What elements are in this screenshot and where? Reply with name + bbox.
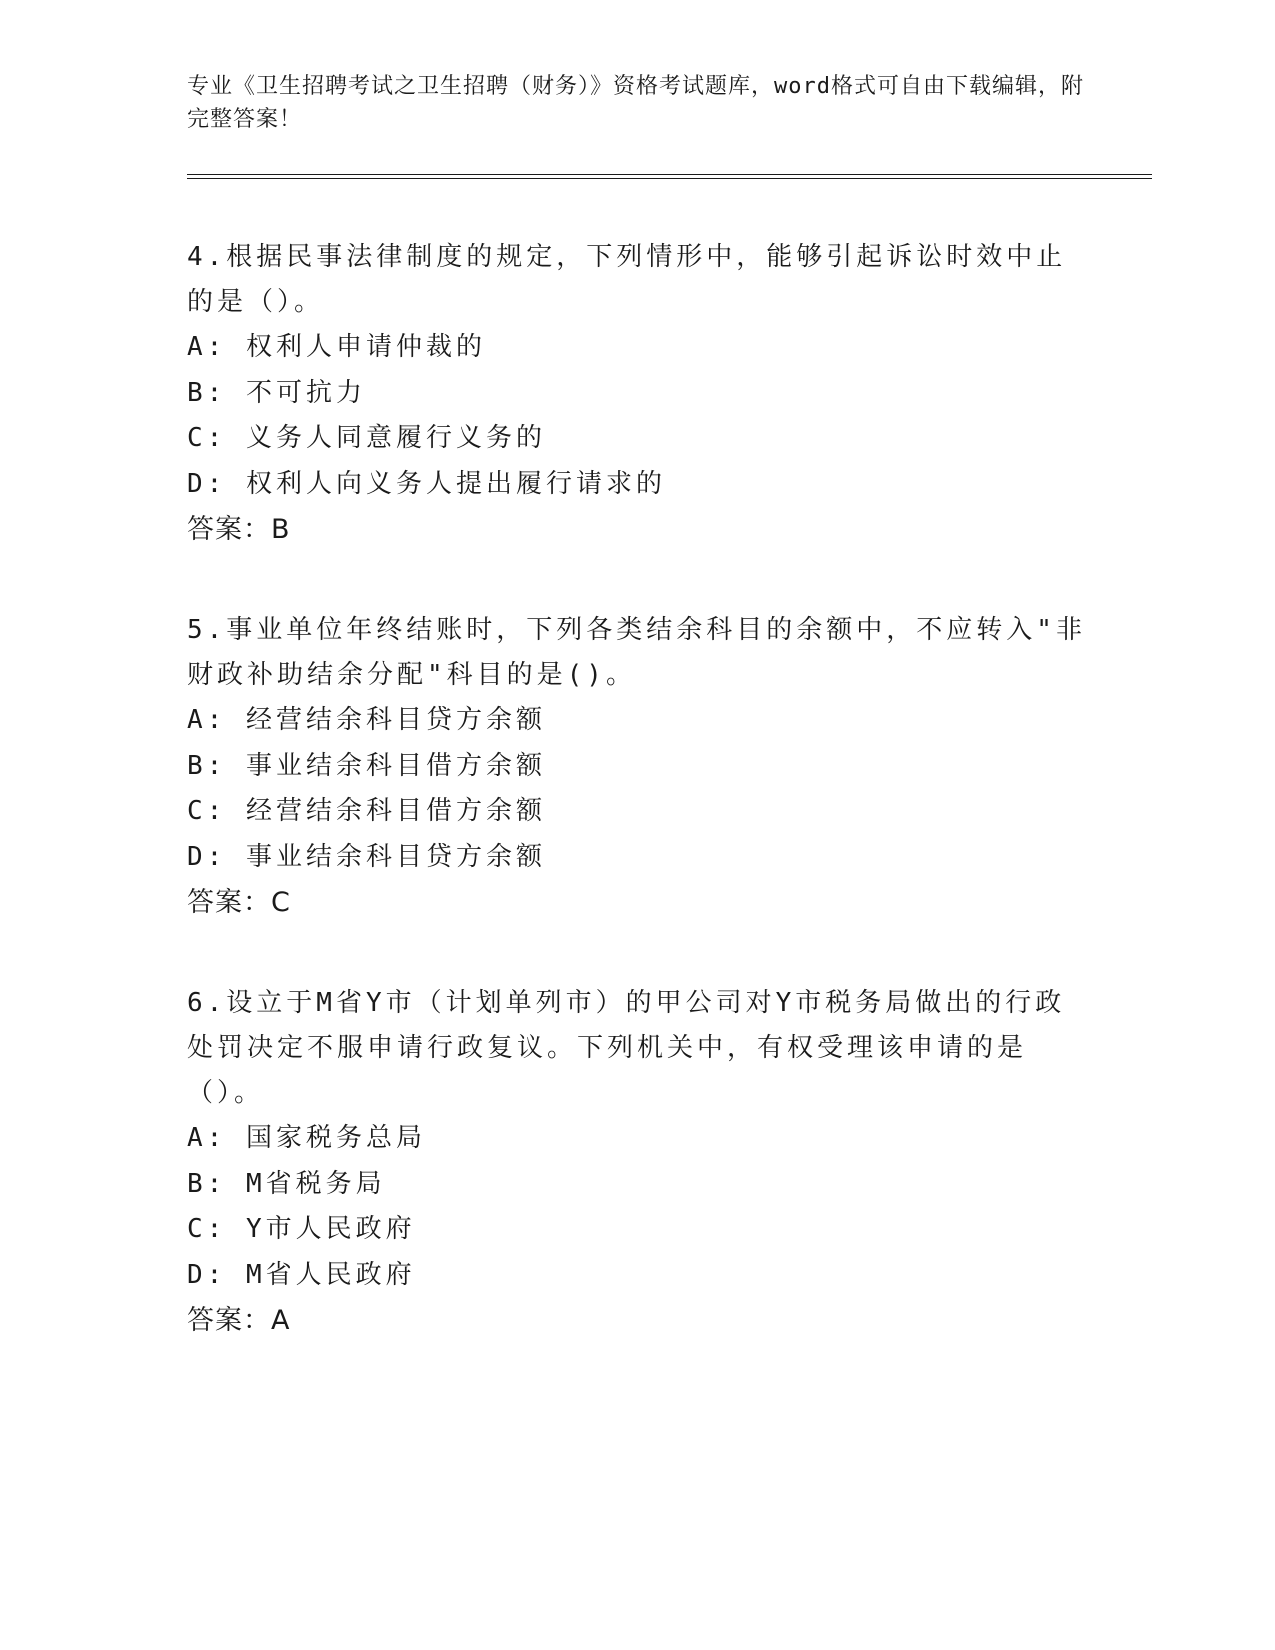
answer-value: A <box>271 1305 291 1336</box>
question-option-a: A: 权利人申请仲裁的 <box>187 332 486 362</box>
question-answer <box>187 880 1152 925</box>
question-stem: 6.设立于M省Y市（计划单列市）的甲公司对Y市税务局做出的行政处罚决定不服申请行政复议。下列机关中，有权受理该申请的是（）。 <box>187 988 1066 1108</box>
question-option-c: C: 义务人同意履行义务的 <box>187 423 546 453</box>
header-double-rule <box>187 174 1152 179</box>
document-header-text: 专业《卫生招聘考试之卫生招聘（财务）》资格考试题库，word格式可自由下载编辑，附完整答案！ <box>187 74 1084 132</box>
question-option-b: B: 不可抗力 <box>187 377 366 408</box>
document-page <box>187 70 1152 1343</box>
question-option-c: C: Y市人民政府 <box>187 1214 416 1244</box>
answer-label: 答案： <box>187 1305 271 1336</box>
question-answer <box>187 1298 1152 1343</box>
question-6 <box>187 981 1152 1343</box>
answer-label: 答案： <box>187 887 271 918</box>
question-answer <box>187 507 1152 552</box>
question-stem: 5.事业单位年终结账时，下列各类结余科目的余额中，不应转入"非财政补助结余分配"科目的是()。 <box>187 615 1086 690</box>
answer-value: B <box>271 514 291 545</box>
question-option-c: C: 经营结余科目借方余额 <box>187 796 546 826</box>
question-option-a: A: 经营结余科目贷方余额 <box>187 705 546 735</box>
header-rule-bottom <box>187 178 1152 179</box>
question-stem: 4.根据民事法律制度的规定，下列情形中，能够引起诉讼时效中止的是（）。 <box>187 242 1067 317</box>
header-rule-top <box>187 174 1152 175</box>
question-option-d: D: 权利人向义务人提出履行请求的 <box>187 468 666 499</box>
question-option-b: B: M省税务局 <box>187 1168 386 1199</box>
answer-label: 答案： <box>187 514 271 545</box>
question-4 <box>187 235 1152 552</box>
question-option-b: B: 事业结余科目借方余额 <box>187 750 546 781</box>
question-option-a: A: 国家税务总局 <box>187 1123 426 1153</box>
answer-value: C <box>271 887 291 918</box>
question-option-d: D: 事业结余科目贷方余额 <box>187 841 546 872</box>
question-option-d: D: M省人民政府 <box>187 1259 416 1290</box>
question-5 <box>187 608 1152 925</box>
